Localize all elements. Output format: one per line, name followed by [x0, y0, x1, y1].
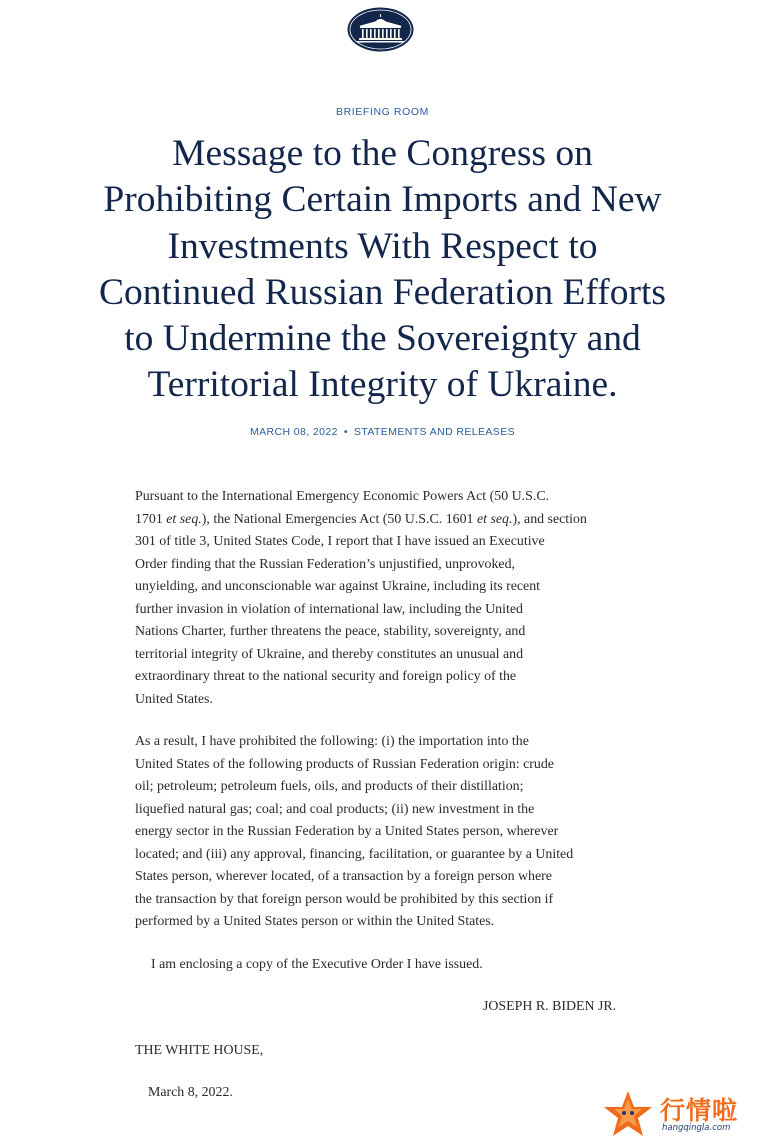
- paragraph-line: Order finding that the Russian Federation’s unjustified, unprovoked,: [135, 556, 515, 572]
- signing-date: March 8, 2022.: [148, 1085, 233, 1100]
- paragraph-line: the transaction by that foreign person would be prohibited by this section if: [135, 891, 554, 907]
- white-house-seal-graphic: [347, 7, 414, 52]
- title-line: Prohibiting Certain Imports and New: [103, 179, 662, 221]
- paragraph-line: energy sector in the Russian Federation by a United States person, wherever: [135, 824, 559, 839]
- paragraph-line: 1701 et seq.), the National Emergencies Act (50 U.S.C. 1601 et seq.), and section: [135, 511, 587, 527]
- breadcrumb-briefing-room[interactable]: BRIEFING ROOM: [336, 106, 429, 118]
- paragraph-line: performed by a United States person or within the United States.: [135, 914, 495, 929]
- paragraph-line: extraordinary threat to the national security and foreign policy of the: [135, 669, 517, 684]
- title-line: Investments With Respect to: [167, 225, 598, 267]
- watermark-text: 行情啦: [660, 1096, 739, 1125]
- paragraph-line: oil; petroleum; petroleum fuels, oils, and products of their distillation;: [135, 779, 524, 794]
- paragraph-3: I am enclosing a copy of the Executive Order I have issued.: [151, 957, 483, 972]
- signing-place: THE WHITE HOUSE,: [135, 1043, 264, 1058]
- paragraph-line: As a result, I have prohibited the following: (i) the importation into the: [135, 734, 529, 749]
- latin-phrase: et seq.: [166, 511, 202, 527]
- paragraph-1: [135, 486, 635, 711]
- title-line: to Undermine the Sovereignty and: [124, 318, 641, 360]
- watermark-url: hangqingla.com: [662, 1123, 731, 1133]
- paragraph-line: United States of the following products of Russian Federation origin: crude: [135, 756, 554, 772]
- meta-separator: •: [343, 426, 348, 438]
- paragraph-line: located; and (iii) any approval, financing, facilitation, or guarantee by a United: [135, 846, 574, 862]
- title-line: Territorial Integrity of Ukraine.: [147, 364, 618, 406]
- title-line: Message to the Congress on: [172, 133, 593, 174]
- paragraph-line: further invasion in violation of international law, including the United: [135, 601, 523, 617]
- signature: JOSEPH R. BIDEN JR.: [483, 999, 617, 1014]
- paragraph-2: [135, 731, 635, 934]
- paragraph-line: territorial integrity of Ukraine, and thereby constitutes an unusual and: [135, 646, 524, 662]
- category-link[interactable]: STATEMENTS AND RELEASES: [353, 426, 516, 438]
- paragraph-line: Nations Charter, further threatens the peace, stability, sovereignty, and: [135, 624, 526, 639]
- latin-phrase: et seq.: [476, 511, 513, 527]
- white-house-seal-icon[interactable]: [347, 7, 414, 52]
- title-line: Continued Russian Federation Efforts: [99, 271, 666, 313]
- paragraph-line: United States.: [135, 691, 213, 707]
- publish-date: MARCH 08, 2022: [249, 426, 338, 438]
- paragraph-line: States person, wherever located, of a transaction by a foreign person where: [135, 869, 552, 884]
- paragraph-line: 301 of title 3, United States Code, I report that I have issued an Executive: [135, 534, 545, 549]
- article-meta: [0, 426, 765, 438]
- watermark: [600, 1087, 760, 1141]
- paragraph-line: Pursuant to the International Emergency Economic Powers Act (50 U.S.C.: [135, 489, 550, 504]
- paragraph-line: unyielding, and unconscionable war against Ukraine, including its recent: [135, 579, 541, 594]
- star-mascot-icon: [600, 1089, 656, 1139]
- paragraph-line: liquefied natural gas; coal; and coal products; (ii) new investment in the: [135, 801, 535, 817]
- page-title: [40, 131, 725, 409]
